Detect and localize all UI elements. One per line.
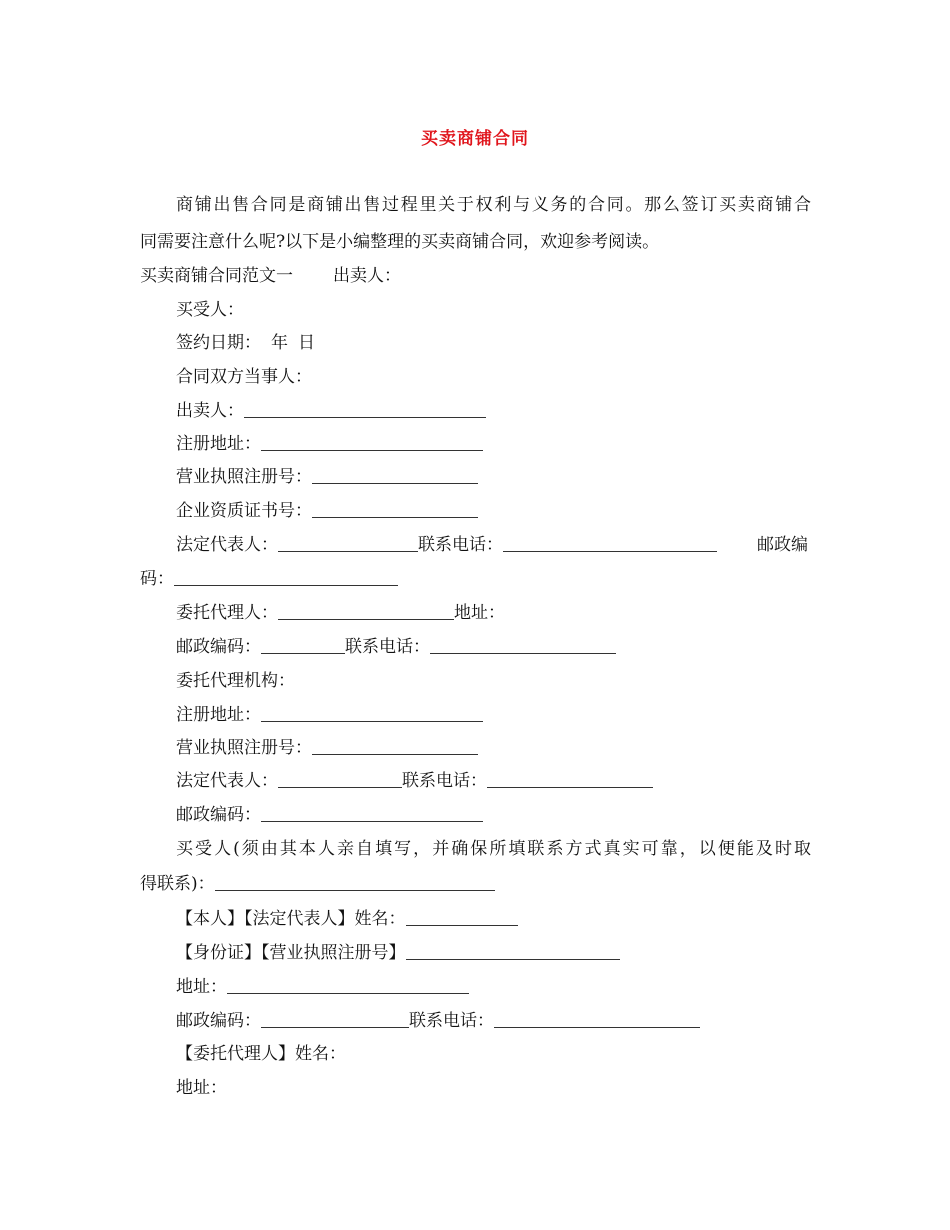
agency-reg-address-field <box>176 704 483 726</box>
seller-reg-address-label: 注册地址： <box>176 434 261 454</box>
seller-postcode-field <box>140 568 398 590</box>
document-title: 买卖商铺合同 <box>421 129 529 149</box>
sample-heading <box>140 265 401 287</box>
buyer-self-label: 【本人】【法定代表人】姓名： <box>176 909 406 929</box>
seller-name-field <box>176 400 486 422</box>
buyer-address-label: 地址： <box>176 977 227 997</box>
buyer-heading: 买受人： <box>176 300 244 320</box>
buyer-contact-line <box>176 1010 700 1032</box>
seller-name-label: 出卖人： <box>176 401 244 421</box>
buyer-contact-blank[interactable] <box>215 874 495 891</box>
sample-title: 买卖商铺合同范文一 <box>140 266 293 286</box>
buyer-id-blank[interactable] <box>406 943 620 960</box>
seller-postcode-label-a: 邮政编 <box>757 535 808 555</box>
buyer-id-label: 【身份证】【营业执照注册号】 <box>176 943 406 963</box>
agency-postcode-blank[interactable] <box>261 805 483 822</box>
sign-day: 日 <box>298 333 315 353</box>
buyer-phone-label: 联系电话： <box>409 1011 494 1031</box>
seller-reg-address-blank[interactable] <box>261 434 483 451</box>
seller-qualification-label: 企业资质证书号： <box>176 501 312 521</box>
buyer-agent-address-label: 地址： <box>176 1078 227 1098</box>
agency-phone-blank[interactable] <box>487 771 653 788</box>
buyer-note-line-1: 买受人(须由其本人亲自填写，并确保所填联系方式真实可靠，以便能及时取 <box>176 839 811 859</box>
agent-phone-label: 联系电话： <box>345 637 430 657</box>
agency-rep-line <box>176 770 653 792</box>
seller-legal-rep-blank[interactable] <box>278 535 418 552</box>
seller-license-field <box>176 466 478 488</box>
buyer-agent-label: 【委托代理人】姓名： <box>176 1044 346 1064</box>
seller-license-blank[interactable] <box>312 467 478 484</box>
seller-legal-rep-label: 法定代表人： <box>176 535 278 555</box>
sign-date-line <box>176 332 315 354</box>
seller-phone-blank[interactable] <box>503 535 717 552</box>
agent-contact-line <box>176 636 616 658</box>
parties-heading: 合同双方当事人： <box>176 367 312 387</box>
agency-heading: 委托代理机构： <box>176 671 295 691</box>
agent-address-label: 地址： <box>454 603 505 623</box>
agency-phone-label: 联系电话： <box>402 771 487 791</box>
seller-heading: 出卖人： <box>333 266 401 286</box>
agency-legal-rep-blank[interactable] <box>278 771 402 788</box>
agency-reg-address-blank[interactable] <box>261 705 483 722</box>
buyer-id-line <box>176 942 620 964</box>
agent-postcode-blank[interactable] <box>261 637 345 654</box>
agent-name-blank[interactable] <box>278 603 454 620</box>
agency-reg-address-label: 注册地址： <box>176 705 261 725</box>
agent-name-label: 委托代理人： <box>176 603 278 623</box>
agency-legal-rep-label: 法定代表人： <box>176 771 278 791</box>
agent-postcode-label: 邮政编码： <box>176 637 261 657</box>
seller-phone-label: 联系电话： <box>418 535 503 555</box>
seller-rep-line <box>176 534 717 556</box>
agency-license-label: 营业执照注册号： <box>176 738 312 758</box>
sign-year: 年 <box>271 333 288 353</box>
buyer-name-blank[interactable] <box>406 909 518 926</box>
sign-date-label: 签约日期： <box>176 333 261 353</box>
seller-name-blank[interactable] <box>244 401 486 418</box>
buyer-contact-label: 得联系)： <box>140 874 215 894</box>
seller-reg-address-field <box>176 433 483 455</box>
buyer-address-field <box>176 976 469 998</box>
agency-postcode-label: 邮政编码： <box>176 805 261 825</box>
seller-postcode-blank[interactable] <box>174 569 398 586</box>
buyer-self-line <box>176 908 518 930</box>
intro-line-1: 商铺出售合同是商铺出售过程里关于权利与义务的合同。那么签订买卖商铺合 <box>176 195 811 215</box>
seller-license-label: 营业执照注册号： <box>176 467 312 487</box>
buyer-postcode-blank[interactable] <box>261 1011 409 1028</box>
agency-license-blank[interactable] <box>312 738 478 755</box>
seller-postcode-label-b: 码： <box>140 569 174 589</box>
agency-postcode-field <box>176 804 483 826</box>
intro-line-2: 同需要注意什么呢?以下是小编整理的买卖商铺合同，欢迎参考阅读。 <box>140 232 660 252</box>
agent-phone-blank[interactable] <box>430 637 616 654</box>
buyer-address-blank[interactable] <box>227 977 469 994</box>
buyer-phone-blank[interactable] <box>494 1011 700 1028</box>
agency-license-field <box>176 737 478 759</box>
seller-qualification-field <box>176 500 478 522</box>
seller-qualification-blank[interactable] <box>312 501 478 518</box>
buyer-note-line-2 <box>140 873 495 895</box>
buyer-postcode-label: 邮政编码： <box>176 1011 261 1031</box>
agent-line <box>176 602 505 624</box>
